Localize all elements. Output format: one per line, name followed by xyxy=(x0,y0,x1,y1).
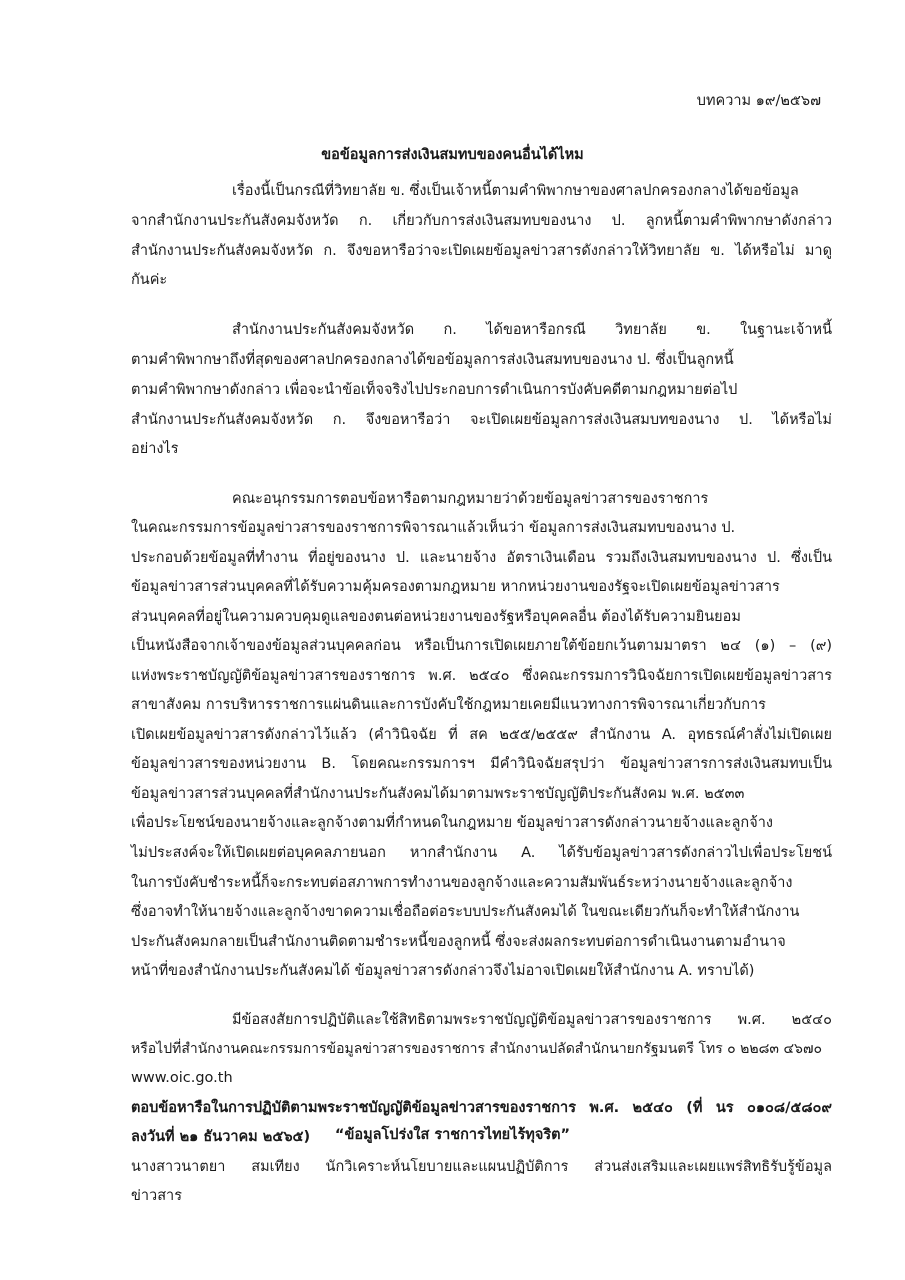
website-link[interactable]: www.oic.go.th xyxy=(131,1070,233,1086)
paragraph-line: หรือไปที่สำนักงานคณะกรรมการข้อมูลข่าวสารของราชการ สำนักงานปลัดสำนักนายกรัฐมนตรี โทร ๐ ๒๒๘๓ ๔๖๗๐ xyxy=(131,1041,823,1057)
paragraph-line: แห่งพระราชบัญญัติข้อมูลข่าวสารของราชการ พ.ศ. ๒๕๔๐ ซึ่งคณะกรรมการวินิจฉัยการเปิดเผยข้อมูลข่าวสาร xyxy=(131,668,832,684)
reference-line: ลงวันที่ ๒๑ ธันวาคม ๒๕๖๕) xyxy=(131,1129,311,1145)
paragraph-line: สำนักงานประกันสังคมจังหวัด ก. จึงขอหารือว่า จะเปิดเผยข้อมูลการส่งเงินสมบทของนาง ป. ได้หรือไม่ xyxy=(131,412,832,428)
paragraph-line: มีข้อสงสัยการปฏิบัติและใช้สิทธิตามพระราชบัญญัติข้อมูลข่าวสารของราชการ พ.ศ. ๒๕๔๐ xyxy=(232,1012,832,1028)
paragraph-line: อย่างไร xyxy=(131,441,179,457)
paragraph-line: เรื่องนี้เป็นกรณีที่วิทยาลัย ข. ซึ่งเป็นเจ้าหนี้ตามคำพิพากษาของศาลปกครองกลางได้ขอข้อมูล xyxy=(232,183,799,199)
reference-line: ตอบข้อหารือในการปฏิบัติตามพระราชบัญญัติข้อมูลข่าวสารของราชการ พ.ศ. ๒๕๔๐ (ที่ นร ๐๑๐๘/๕๘๐๙ xyxy=(131,1100,832,1116)
slogan: “ข้อมูลโปร่งใส ราชการไทยไร้ทุจริต” xyxy=(334,1127,571,1143)
paragraph-line: ตามคำพิพากษาดังกล่าว เพื่อจะนำข้อเท็จจริงไปประกอบการดำเนินการบังคับคดีตามกฎหมายต่อไป xyxy=(131,382,738,398)
paragraph-line: เป็นหนังสือจากเจ้าของข้อมูลส่วนบุคคลก่อน หรือเป็นการเปิดเผยภายใต้ข้อยกเว้นตามมาตรา ๒๔ (๑) – (๙) xyxy=(131,638,832,654)
paragraph-line: ซึ่งอาจทำให้นายจ้างและลูกจ้างขาดความเชื่อถือต่อระบบประกันสังคมได้ ในขณะเดียวกันก็จะทำให้สำนักงาน xyxy=(131,904,800,920)
paragraph-line: ประกันสังคมกลายเป็นสำนักงานติดตามชำระหนี้ของลูกหนี้ ซึ่งจะส่งผลกระทบต่อการดำเนินงานตามอำนาจ xyxy=(131,934,786,950)
paragraph-line: ประกอบด้วยข้อมูลที่ทำงาน ที่อยู่ของนาง ป. และนายจ้าง อัตราเงินเดือน รวมถึงเงินสมทบของนาง ป. ซึ่งเป็น xyxy=(131,550,832,566)
author-line: นางสาวนาตยา สมเทียง นักวิเคราะห์นโยบายและแผนปฏิบัติการ ส่วนส่งเสริมและเผยแพร่สิทธิรับรู้ข้อมูล xyxy=(131,1159,832,1175)
paragraph-line: กันค่ะ xyxy=(131,272,168,288)
paragraph-line: สาขาสังคม การบริหารราชการแผ่นดินและการบังคับใช้กฎหมายเคยมีแนวทางการพิจารณาเกี่ยวกับการ xyxy=(131,697,766,713)
paragraph-line: จากสำนักงานประกันสังคมจังหวัด ก. เกี่ยวกับการส่งเงินสมทบของนาง ป. ลูกหนี้ตามคำพิพากษาดังกล่าว xyxy=(131,213,832,229)
article-number: บทความ ๑๙/๒๕๖๗ xyxy=(696,93,821,109)
paragraph-line: คณะอนุกรรมการตอบข้อหารือตามกฎหมายว่าด้วยข้อมูลข่าวสารของราชการ xyxy=(232,491,709,507)
paragraph-line: ส่วนบุคคลที่อยู่ในความควบคุมดูแลของตนต่อหน่วยงานของรัฐหรือบุคคลอื่น ต้องได้รับความยินยอม xyxy=(131,609,741,625)
paragraph-line: ข้อมูลข่าวสารของหน่วยงาน B. โดยคณะกรรมการฯ มีคำวินิจฉัยสรุปว่า ข้อมูลข่าวสารการส่งเงินสมทบเป็น xyxy=(131,756,832,772)
author-line: ข่าวสาร xyxy=(131,1188,182,1204)
paragraph-line: เปิดเผยข้อมูลข่าวสารดังกล่าวไว้แล้ว (คำวินิจฉัย ที่ สค ๒๕๕/๒๕๕๙ สำนักงาน A. อุทธรณ์คำสั่งไม่เปิดเผย xyxy=(131,727,832,743)
paragraph-line: ข้อมูลข่าวสารส่วนบุคคลที่ได้รับความคุ้มครองตามกฎหมาย หากหน่วยงานของรัฐจะเปิดเผยข้อมูลข่าวสาร xyxy=(131,579,780,595)
paragraph-line: ไม่ประสงค์จะให้เปิดเผยต่อบุคคลภายนอก หากสำนักงาน A. ได้รับข้อมูลข่าวสารดังกล่าวไปเพื่อประโยชน์ xyxy=(131,845,832,861)
paragraph-line: หน้าที่ของสำนักงานประกันสังคมได้ ข้อมูลข่าวสารดังกล่าวจึงไม่อาจเปิดเผยให้สำนักงาน A. ทราบได้) xyxy=(131,963,755,979)
article-title: ขอข้อมูลการส่งเงินสมทบของคนอื่นได้ไหม xyxy=(321,147,584,163)
paragraph-line: สำนักงานประกันสังคมจังหวัด ก. ได้ขอหารือกรณี วิทยาลัย ข. ในฐานะเจ้าหนี้ xyxy=(232,322,832,338)
paragraph-line: ตามคำพิพากษาถึงที่สุดของศาลปกครองกลางได้ขอข้อมูลการส่งเงินสมทบของนาง ป. ซึ่งเป็นลูกหนี้ xyxy=(131,352,734,368)
paragraph-line: ในการบังคับชำระหนี้ก็จะกระทบต่อสภาพการทำงานของลูกจ้างและความสัมพันธ์ระหว่างนายจ้างและลูกจ้าง xyxy=(131,875,793,891)
paragraph-line: สำนักงานประกันสังคมจังหวัด ก. จึงขอหารือว่าจะเปิดเผยข้อมูลข่าวสารดังกล่าวให้วิทยาลัย ข. ได้หรือไม่ มาดู xyxy=(131,243,832,259)
paragraph-line: ในคณะกรรมการข้อมูลข่าวสารของราชการพิจารณาแล้วเห็นว่า ข้อมูลการส่งเงินสมทบของนาง ป. xyxy=(131,520,736,536)
paragraph-line: เพื่อประโยชน์ของนายจ้างและลูกจ้างตามที่กำหนดในกฎหมาย ข้อมูลข่าวสารดังกล่าวนายจ้างและลูกจ้าง xyxy=(131,815,773,831)
paragraph-line: ข้อมูลข่าวสารส่วนบุคคลที่สำนักงานประกันสังคมได้มาตามพระราชบัญญัติประกันสังคม พ.ศ. ๒๕๓๓ xyxy=(131,786,745,802)
